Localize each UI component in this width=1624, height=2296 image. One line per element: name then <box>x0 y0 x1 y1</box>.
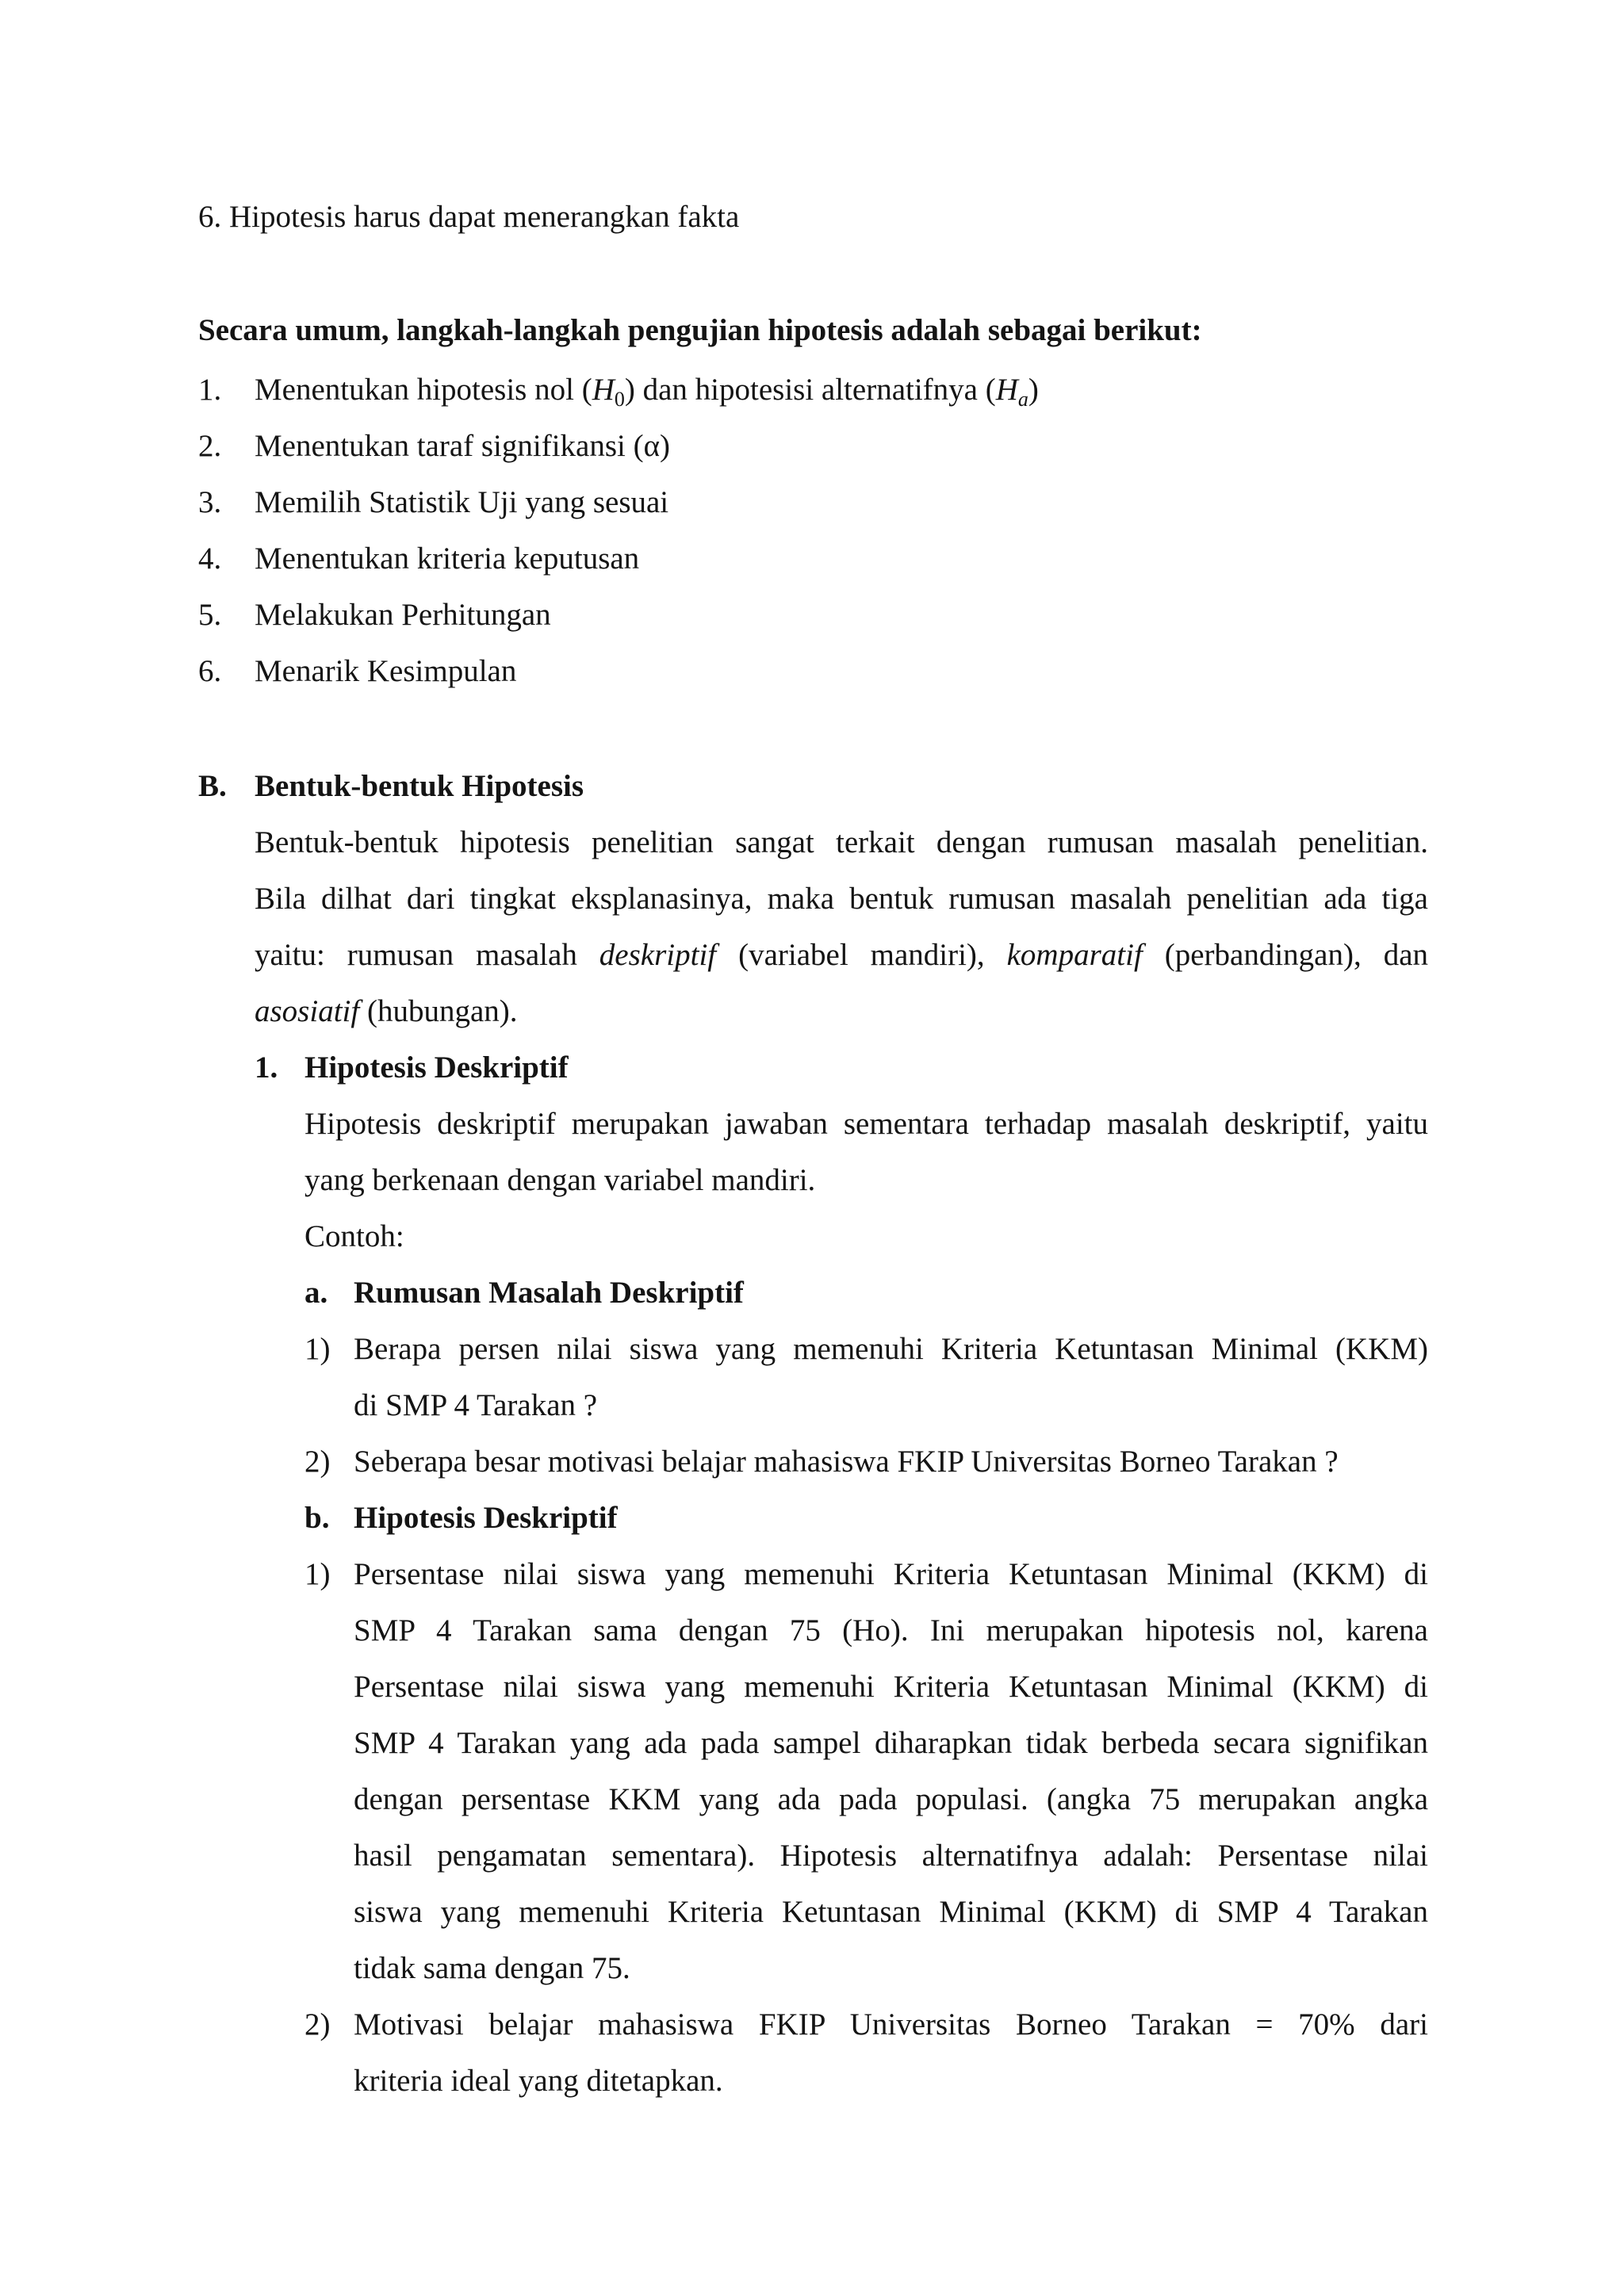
part-b-item-1-line-4: SMP 4 Tarakan yang ada pada sampel diharapkan tidak berbeda secara signifikan <box>354 1726 1428 1760</box>
sub1-para-line-2: yang berkenaan dengan variabel mandiri. <box>304 1163 816 1197</box>
step-item-4: Menentukan kriteria keputusan <box>255 541 640 576</box>
part-b-title: Hipotesis Deskriptif <box>354 1501 618 1535</box>
section-b-letter: B. <box>198 769 227 803</box>
step-item-1 <box>255 373 1039 411</box>
part-b-item-2-line-1: Motivasi belajar mahasiswa FKIP Universitas Borneo Tarakan = 70% dari <box>354 2007 1428 2042</box>
step-number: 6. <box>198 654 222 688</box>
step-item-5: Melakukan Perhitungan <box>255 598 551 632</box>
term-komparatif: komparatif <box>1006 938 1143 972</box>
step-number: 1. <box>198 373 222 407</box>
para-text: (hubungan). <box>359 994 518 1028</box>
part-b-letter: b. <box>304 1501 330 1535</box>
para-text: (perbandingan), dan <box>1142 938 1429 972</box>
step-number: 5. <box>198 598 222 632</box>
ha-subscript: a <box>1017 388 1028 411</box>
part-b-item-2-line-2: kriteria ideal yang ditetapkan. <box>354 2064 723 2098</box>
part-a-item-1-line-1: Berapa persen nilai siswa yang memenuhi Kriteria Ketuntasan Minimal (KKM) <box>354 1332 1428 1366</box>
step-number: 2. <box>198 429 222 463</box>
section-b-para-line-4 <box>255 996 518 1027</box>
sub1-number: 1. <box>255 1050 278 1085</box>
para-text: (variabel mandiri), <box>716 938 1007 972</box>
part-b-item-1-line-6: hasil pengamatan sementara). Hipotesis alternatifnya adalah: Persentase nilai <box>354 1839 1428 1873</box>
step-text-mid: ) dan hipotesisi alternatifnya ( <box>624 373 996 407</box>
step-text-pre: Menentukan hipotesis nol ( <box>255 373 592 407</box>
intro-line: 6. Hipotesis harus dapat menerangkan fakta <box>198 200 740 234</box>
sub1-title: Hipotesis Deskriptif <box>304 1050 569 1085</box>
part-b-item-1-line-3: Persentase nilai siswa yang memenuhi Kriteria Ketuntasan Minimal (KKM) di <box>354 1670 1428 1704</box>
section-b-title: Bentuk-bentuk Hipotesis <box>255 769 584 803</box>
step-item-3: Memilih Statistik Uji yang sesuai <box>255 485 669 519</box>
section-b-para-line-2: Bila dilhat dari tingkat eksplanasinya, maka bentuk rumusan masalah penelitian ada tiga <box>255 882 1428 916</box>
part-b-item-1-line-1: Persentase nilai siswa yang memenuhi Kriteria Ketuntasan Minimal (KKM) di <box>354 1557 1428 1591</box>
section-b-para-line-1: Bentuk-bentuk hipotesis penelitian sangat terkait dengan rumusan masalah penelitian. <box>255 825 1428 859</box>
example-label: Contoh: <box>304 1219 404 1253</box>
h0-symbol: H <box>592 373 615 407</box>
h0-subscript: 0 <box>614 388 625 411</box>
part-a-item-2-line-1: Seberapa besar motivasi belajar mahasiswa FKIP Universitas Borneo Tarakan ? <box>354 1445 1339 1479</box>
part-a-title: Rumusan Masalah Deskriptif <box>354 1276 744 1310</box>
step-number: 4. <box>198 541 222 576</box>
term-deskriptif: deskriptif <box>599 938 717 972</box>
part-a-letter: a. <box>304 1276 328 1310</box>
sub1-para-line-1: Hipotesis deskriptif merupakan jawaban sementara terhadap masalah deskriptif, yaitu <box>304 1107 1428 1141</box>
item-number: 2) <box>304 1445 331 1479</box>
section-b-para-line-3 <box>255 939 1428 973</box>
step-number: 3. <box>198 485 222 519</box>
item-number: 2) <box>304 2007 331 2042</box>
step-item-2: Menentukan taraf signifikansi (α) <box>255 429 671 463</box>
item-number: 1) <box>304 1332 331 1366</box>
part-b-item-1-line-8: tidak sama dengan 75. <box>354 1951 630 1985</box>
step-item-6: Menarik Kesimpulan <box>255 654 517 688</box>
ha-symbol: H <box>995 373 1018 407</box>
item-number: 1) <box>304 1557 331 1591</box>
part-b-item-1-line-2: SMP 4 Tarakan sama dengan 75 (Ho). Ini merupakan hipotesis nol, karena <box>354 1613 1428 1647</box>
part-b-item-1-line-7: siswa yang memenuhi Kriteria Ketuntasan Minimal (KKM) di SMP 4 Tarakan <box>354 1895 1428 1929</box>
term-asosiatif: asosiatif <box>255 994 360 1028</box>
part-b-item-1-line-5: dengan persentase KKM yang ada pada populasi. (angka 75 merupakan angka <box>354 1782 1428 1816</box>
para-text: yaitu: rumusan masalah <box>255 938 599 972</box>
step-text-post: ) <box>1028 373 1039 407</box>
steps-heading: Secara umum, langkah-langkah pengujian hipotesis adalah sebagai berikut: <box>198 313 1202 347</box>
part-a-item-1-line-2: di SMP 4 Tarakan ? <box>354 1388 598 1422</box>
